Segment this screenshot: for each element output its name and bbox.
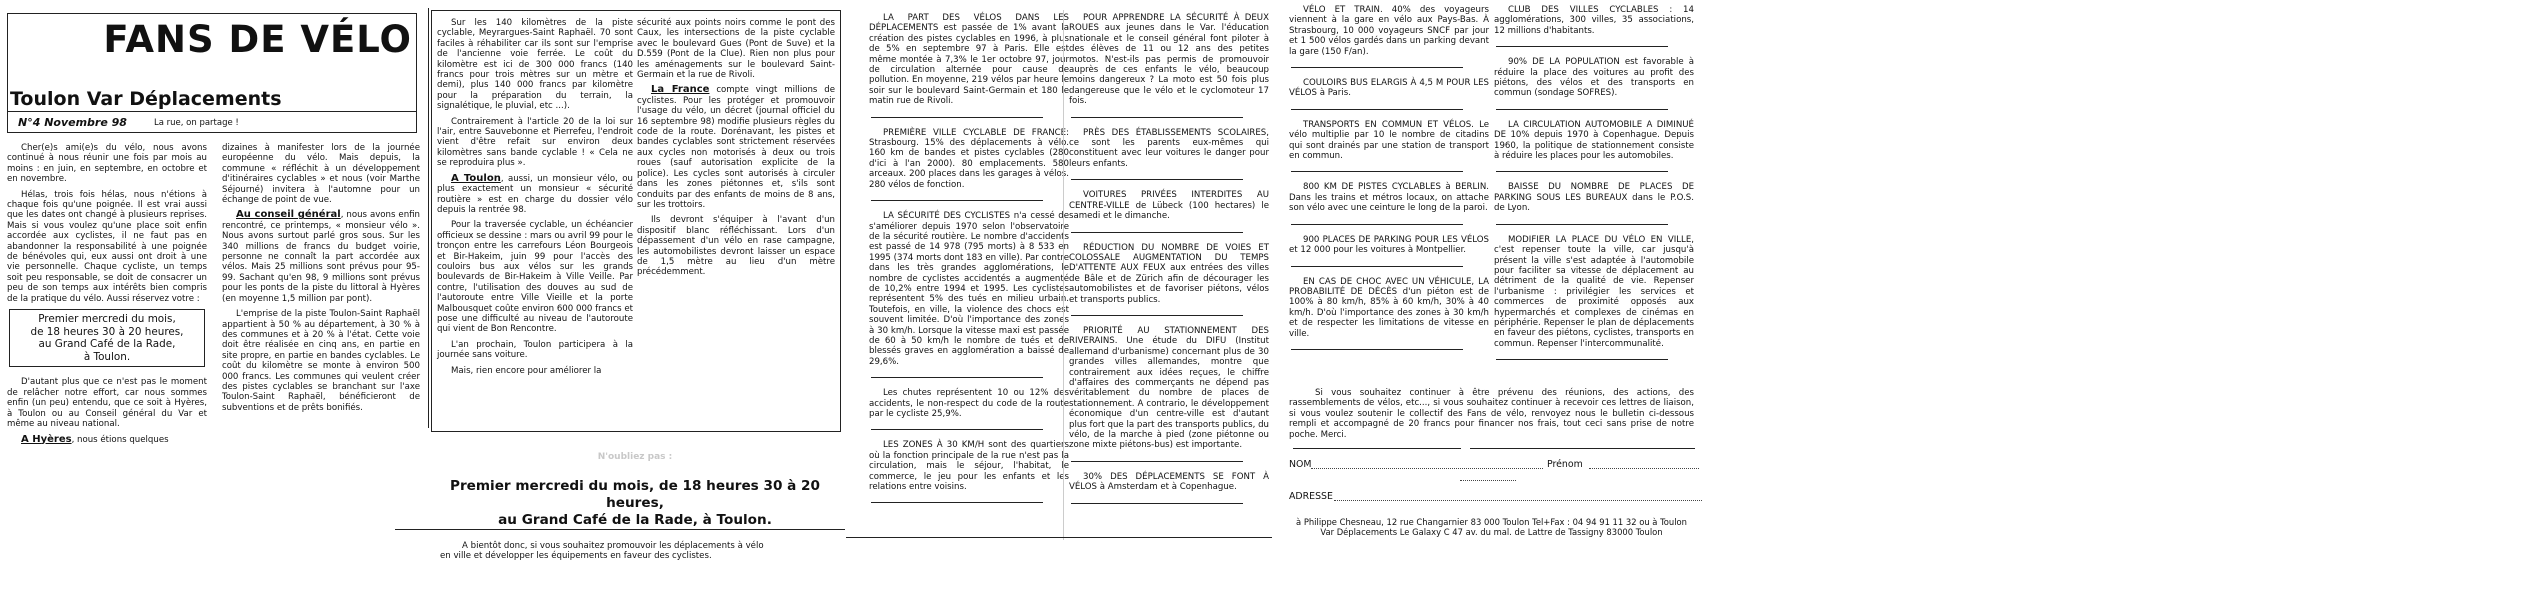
paragraph: Sur les 140 kilomètres de la piste cyclable, Meyrargues-Saint Raphaël. 70 sont faciles à réhabiliter car ils sont sur l'emprise de l'ancienne voie ferrée. Le coût du kilomètre est ici de 300 000 francs (140 francs pour trois mètres sur un mètre et demi), plus 140 000 francs par kilomètre pour la préparation du terrain, la signalétique, le pluvial, etc ...). <box>437 18 633 112</box>
paragraph: Mais, rien encore pour améliorer la <box>451 365 602 376</box>
brief-divider <box>1291 224 1463 225</box>
issue-number: N°4 Novembre 98 <box>18 116 127 129</box>
masthead <box>7 13 417 133</box>
brief-divider <box>871 502 1043 503</box>
keyword: A Hyères <box>21 433 72 445</box>
column-1 <box>7 143 207 450</box>
news-brief: LES ZONES À 30 KM/H sont des quartiers où la fonction principale de la rue n'est pas la circulation, mais le séjour, l'habitat, le commerce, le jeu pour les enfants et les relations entre voisins. <box>869 440 1069 493</box>
form-dots <box>1460 480 1516 481</box>
news-brief: LA PART DES VÉLOS DANS LES DÉPLACEMENTS est passée de 1% avant la création des pistes cyclables en 1996, à plus de 5% en septembre 97 à Paris. Elle est même montée à 7,3% le 1er octobre 97, jour de circulation alternée pour cause de pollution. En moyenne, 219 vélos par heure le soir sur le boulevard Saint-Germain et 180 le matin rue de Rivoli. <box>869 13 1069 107</box>
column-7 <box>1289 5 1489 350</box>
keyword: Au conseil général <box>236 209 341 221</box>
column-8 <box>1494 5 1694 360</box>
paragraph: A Hyères, nous étions quelques <box>21 433 169 445</box>
brief-divider <box>1071 232 1243 233</box>
paragraph: Contrairement à l'article 20 de la loi sur l'air, entre Sauvebonne et Pierrefeu, l'endroit vient d'être refait sur environ deux kilomètres sans bande cyclable ! « Cela ne se reproduira plus ». <box>437 116 633 169</box>
news-brief: VÉLO ET TRAIN. 40% des voyageurs viennent à la gare en vélo aux Pays-Bas. À Strasbourg, 10 000 voyageurs SNCF par jour et 1 500 vélos gardés dans un parking devant la gare (150 F/an). <box>1289 5 1489 57</box>
news-brief: LA CIRCULATION AUTOMOBILE A DIMINUÉ DE 10% depuis 1970 à Copenhague. Depuis 1960, la politique de stationnement consiste à réduire les places pour les automobiles. <box>1494 119 1694 162</box>
paragraph: Au conseil général, nous avons enfin rencontré, ce printemps, « monsieur vélo ». Nous avons surtout parlé gros sous. Sur les 340 millions de francs du budget voirie, personne ne connaît la part accordée aux vélos. Mais 25 millions sont prévus pour 95-99. Sachant qu'en 98, 9 millions sont prévus pour les ponts de la piste du littoral à Hyères (en moyenne 1,5 million par pont). <box>222 209 421 304</box>
newsletter-title: FANS DE VÉLO <box>103 18 412 61</box>
paragraph: sécurité aux points noirs comme le pont des Caux, les intersections de la piste cyclable avec le boulevard Gues (Pont de Suve) et la D.559 (Pont de la Clue). Rien non plus pour les aménagements sur le boulevard Saint-Germain et la rue de Rivoli. <box>637 18 835 81</box>
news-brief: MODIFIER LA PLACE DU VÉLO EN VILLE, c'est repenser toute la ville, car jusqu'à présent la ville s'est adaptée à l'automobile pour faciliter sa vitesse de déplacement au détriment de la qualité de vie. Repenser l'urbanisme : privilégier les services et commerces de proximité opposés aux hypermarchés et complexes de cinémas en périphérie. Repenser le plan de déplacements en faveur des piétons, cyclistes, transports en commun. Repenser l'intercommunalité. <box>1494 234 1694 349</box>
news-brief: PREMIÈRE VILLE CYCLABLE DE FRANCE: Strasbourg. 15% des déplacements à vélo. 160 km de bandes et pistes cyclables (280 d'ici à l'an 2000). 80 emplacements. 580 arceaux. 200 places dans les garages à vélos. 280 vélos de fonction. <box>869 127 1069 190</box>
subscription-intro: Si vous souhaitez continuer à être prévenu des réunions, des actions, des rassemblements de vélos, etc..., si vous souhaitez continuer à recevoir ces lettres de liaison, si vous voulez soutenir le collectif des Fans de vélo, renvoyez nous le bulletin ci-dessous rempli et accompagné de 20 francs pour financer nos frais, tout ceci sans prise de notre poche. Merci. <box>1289 388 1694 440</box>
nom-field[interactable] <box>1311 468 1543 469</box>
brief-divider <box>871 377 1043 378</box>
news-brief: 800 KM DE PISTES CYCLABLES à BERLIN. Dans les trains et métros locaux, on attache son vélo avec une ceinture le long de la paroi. <box>1289 182 1489 214</box>
brief-divider <box>1071 117 1243 118</box>
reminder-faint: N'oubliez pas : <box>597 452 673 462</box>
news-brief: 90% DE LA POPULATION est favorable à réduire la place des voitures au profit des piétons, des vélos et des transports en commun (sondage SOFRES). <box>1494 57 1694 99</box>
brief-divider <box>1071 503 1243 504</box>
news-brief: TRANSPORTS EN COMMUN ET VÉLOS. Le vélo multiplie par 10 le nombre de citadins qui sont drainés par une station de transport en commun. <box>1289 119 1489 162</box>
news-brief: LA SÉCURITÉ DES CYCLISTES n'a cessé de s'améliorer depuis 1970 selon l'observatoire de la sécurité routière. Le nombre d'accidents est passé de 14 978 (795 morts) à 8 533 en 1995 (374 morts dont 183 en ville). Par contre dans les très grandes agglomérations, le nombre de cyclistes accidentés a augmenté de 10,2% entre 1994 et 1995. Les cyclistes représentent 5% des tués en milieu urbain. Toutefois, en ville, la violence des chocs est souvent limitée. D'où l'importance des zones à 30 km/h. Lorsque la vitesse maxi est passée de 60 à 50 km/h le nombre de tués et de blessés graves en agglomération a baissé de 29,6%. <box>869 211 1069 367</box>
news-brief: EN CAS DE CHOC AVEC UN VÉHICULE, LA PROBABILITÉ DE DÉCÈS d'un piéton est de 100% à 80 km/h, 85% à 60 km/h, 30% à 40 km/h. D'où l'importance des zones à 30 km/h et de respecter les limitations de vitesse en ville. <box>1289 276 1489 339</box>
paragraph: D'autant plus que ce n'est pas le moment de relâcher notre effort, car nous sommes enfin (un peu) entendu, que ce soit à Hyères, à Toulon ou au Conseil général du Var et même au niveau national. <box>7 377 207 430</box>
brief-divider <box>871 200 1043 201</box>
brief-divider <box>1496 46 1668 47</box>
paragraph: Pour la traversée cyclable, un échéancier officieux se dessine : mars ou avril 99 pour le tronçon entre les carrefours Léon Bourgeois et Bir-Hakeim, juin 99 pour l'accès des couloirs bus aux vélos sur les grands boulevards de Bir-Hakeim à Ville Veille. Par contre, l'utilisation des douves au sud de l'autoroute entre Ville Vieille et la porte Malbousquet coûte environ 600 000 francs et pose une difficulté au niveau de l'autoroute qui vient de Bon Rencontre. <box>437 220 633 335</box>
nom-label: NOM <box>1289 459 1312 470</box>
prenom-label: Prénom <box>1547 459 1583 470</box>
news-brief: CLUB DES VILLES CYCLABLES : 14 agglomérations, 300 villes, 35 associations, 12 millions d'habitants. <box>1494 5 1694 36</box>
paragraph: La France compte vingt millions de cyclistes. Pour les protéger et promouvoir l'usage du vélo, un décret (journal officiel du 16 septembre 98) modifie plusieurs règles du code de la route. Dorénavant, les pistes et bandes cyclables sont strictement réservées aux cycles non motorisés à deux ou trois roues (sauf autorisation explicite de la police). Les cycles sont autorisés à circuler dans les zones piétonnes et, s'ils sont conduits par des enfants de moins de 8 ans, sur les trottoirs. <box>637 84 835 210</box>
brief-divider <box>1496 359 1668 360</box>
brief-divider <box>1071 315 1243 316</box>
adresse-label: ADRESSE <box>1289 491 1333 502</box>
news-brief: 30% DES DÉPLACEMENTS SE FONT À VÉLOS à Amsterdam et à Copenhague. <box>1069 471 1269 493</box>
column-4 <box>637 18 835 283</box>
column-3 <box>437 18 633 381</box>
meeting-box: Premier mercredi du mois, de 18 heures 30 à 20 heures, au Grand Café de la Rade, à Toulon. <box>9 309 205 367</box>
column-2 <box>222 143 420 418</box>
news-brief: RÉDUCTION DU NOMBRE DE VOIES ET COLOSSALE AUGMENTATION DU TEMPS D'ATTENTE AUX FEUX aux entrées des villes de Bâle et de Zürich afin de décourager les automobilistes et de favoriser piétons, vélos et transports publics. <box>1069 242 1269 305</box>
news-brief: COULOIRS BUS ELARGIS À 4,5 M POUR LES VÉLOS à Paris. <box>1289 78 1489 99</box>
closing-note: A bientôt donc, si vous souhaitez promouvoir les déplacements à vélo en ville et développer les équipements en faveur des cyclistes. <box>440 541 764 562</box>
news-brief: POUR APPRENDRE LA SÉCURITÉ À DEUX ROUES aux jeunes dans le Var. l'éducation nationale et le conseil général font piloter à des élèves de 11 ou 12 ans des petites motos. N'est-ils pas permis de promouvoir auprès de ces enfants le vélo, beaucoup moins dangereux ? La moto est 50 fois plus dangereuse que le vélo et le cyclomoteur 17 fois. <box>1069 13 1269 107</box>
news-brief: Les chutes représentent 10 ou 12% des accidents, le non-respect du code de la route par le cycliste 25,9%. <box>869 388 1069 419</box>
adresse-field[interactable] <box>1334 500 1702 501</box>
form-address-row <box>1289 491 1704 505</box>
paragraph: A Toulon, aussi, un monsieur vélo, ou plus exactement un monsieur « sécurité routière » est en charge du dossier vélo depuis la rentrée 98. <box>437 172 633 215</box>
prenom-field[interactable] <box>1589 468 1699 469</box>
return-address-2: Var Déplacements Le Galaxy C 47 av. du mal. de Lattre de Tassigny 83000 Toulon <box>1320 527 1663 537</box>
brief-divider <box>1291 109 1463 110</box>
news-brief: BAISSE DU NOMBRE DE PLACES DE PARKING SOUS LES BUREAUX dans le P.O.S. de Lyon. <box>1494 182 1694 214</box>
tagline: La rue, on partage ! <box>154 118 239 128</box>
brief-divider <box>1291 171 1463 172</box>
brief-divider <box>1071 179 1243 180</box>
reminder-headline: Premier mercredi du mois, de 18 heures 30 à 20 heures, au Grand Café de la Rade, à Toulon. <box>450 478 820 528</box>
return-address-1: à Philippe Chesneau, 12 rue Changarnier 83 000 Toulon Tel+Fax : 04 94 91 11 32 ou à Toulon <box>1296 517 1687 527</box>
brief-divider <box>1496 109 1668 110</box>
paragraph: Ils devront s'équiper à l'avant d'un dispositif blanc réfléchissant. Lors d'un dépassement d'un vélo en rase campagne, les automobilistes devront laisser un espace de 1,5 mètre au lieu d'un mètre précédemment. <box>637 215 835 278</box>
paragraph: Cher(e)s ami(e)s du vélo, nous avons continué à nous réunir une fois par mois au moins : en juin, en septembre, en octobre et en novembre. <box>7 143 207 185</box>
news-brief: VOITURES PRIVÉES INTERDITES AU CENTRE-VILLE de Lübeck (100 hectares) le samedi et le dimanche. <box>1069 190 1269 222</box>
keyword: La France <box>651 84 710 96</box>
brief-divider <box>871 429 1043 430</box>
brief-divider <box>1071 461 1243 462</box>
column-5 <box>869 13 1069 503</box>
brief-divider <box>1291 266 1463 267</box>
news-brief: PRÈS DES ÉTABLISSEMENTS SCOLAIRES, ce sont les parents eux-mêmes qui constituent avec leur voitures le danger pour leurs enfants. <box>1069 127 1269 169</box>
newsletter-subtitle: Toulon Var Déplacements <box>10 88 282 110</box>
brief-divider <box>871 117 1043 118</box>
paragraph: Hélas, trois fois hélas, nous n'étions à chaque fois qu'une poignée. Il est vrai aussi que les dates ont changé à plusieurs reprises. Mais si vous voulez qu'une place soit enfin accordée aux cyclistes, il ne faut pas en abandonner la responsabilité à une poignée de bénévoles qui, eux aussi ont droit à une vie personnelle. Chaque cycliste, un temps soit peu responsable, se doit de consacrer un peu de son temps aux intérêts bien compris de la pratique du vélo. Aussi réservez votre : <box>7 189 207 304</box>
news-brief: 900 PLACES DE PARKING POUR LES VÉLOS et 12 000 pour les voitures à Montpellier. <box>1289 234 1489 256</box>
brief-divider <box>1291 349 1463 350</box>
keyword: A Toulon <box>451 172 501 184</box>
brief-divider <box>1496 224 1668 225</box>
column-6 <box>1069 13 1269 504</box>
news-brief: PRIORITÉ AU STATIONNEMENT DES RIVERAINS. Une étude du DIFU (Institut allemand d'urbanisme) concernant plus de 30 grandes villes allemandes, montre que contrairement aux idées reçues, le chiffre d'affaires des commerçants ne dépend pas véritablement du nombre de places de stationnement. A contrario, le développement économique d'un centre-ville est d'autant plus fort que la part des transports publics, du vélo, de la marche à pied (zone piétonne ou zone mixte piétons-bus) est importante. <box>1069 325 1269 451</box>
paragraph: L'an prochain, Toulon participera à la journée sans voiture. <box>437 339 633 361</box>
brief-divider <box>1496 171 1668 172</box>
paragraph: L'emprise de la piste Toulon-Saint Raphaël appartient à 50 % au département, à 30 % à des communes et à 20 % à l'état. Cette voie doit être réalisée en cinq ans, en partie en site propre, en partie en bandes cyclables. Le coût du kilomètre se monte à environ 500 000 francs. Les communes qui veulent créer des pistes cyclables se branchant sur l'axe Toulon-Saint Raphaël, bénéficieront de subventions et de prêts bonifiés. <box>222 309 420 413</box>
brief-divider <box>1291 67 1463 68</box>
form-name-row <box>1289 459 1704 473</box>
paragraph: dizaines à manifester lors de la journée européenne du vélo. Mais depuis, la commune « réfléchit à un développement d'itinéraires cyclables » et nous (voir Marthe Séjourné) invitera à l'automne pour un échange de point de vue. <box>222 143 420 206</box>
